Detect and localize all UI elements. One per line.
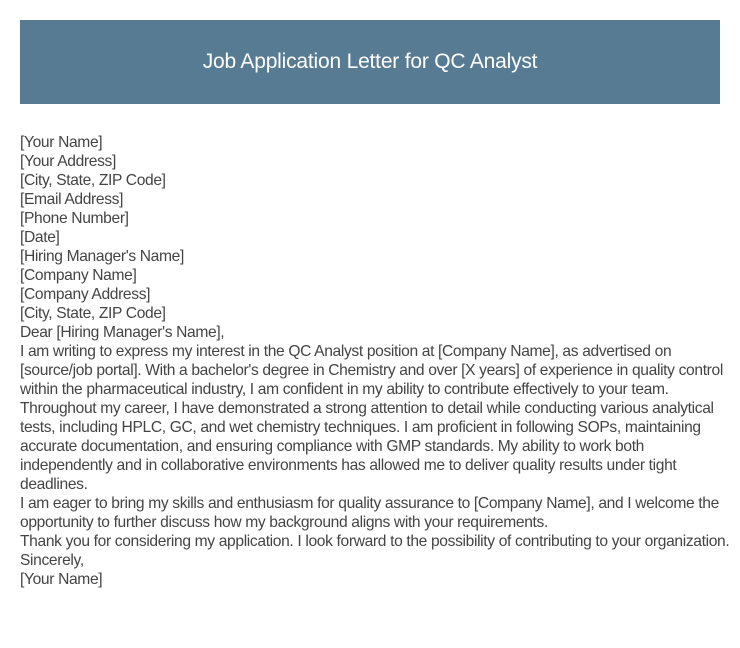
recipient-company-name: [Company Name] [20, 267, 137, 284]
paragraph-thanks: Thank you for considering my application. I look forward to the possibility of contributing to your organization. [20, 533, 730, 550]
salutation: Dear [Hiring Manager's Name], [20, 324, 225, 341]
header-banner [20, 20, 720, 104]
sender-address: [Your Address] [20, 153, 116, 170]
letter-date: [Date] [20, 229, 60, 246]
letter-body [20, 133, 730, 589]
closing: Sincerely, [20, 552, 84, 569]
recipient-company-address: [Company Address] [20, 286, 151, 303]
sender-name: [Your Name] [20, 134, 103, 151]
sender-phone: [Phone Number] [20, 210, 129, 227]
sender-email: [Email Address] [20, 191, 124, 208]
signature: [Your Name] [20, 571, 103, 588]
paragraph-experience: Throughout my career, I have demonstrated a strong attention to detail while conducting various analytical tests, including HPLC, GC, and wet chemistry techniques. I am proficient in following SOPs, maintaining accurate documentation, and ensuring compliance with GMP standards. My ability to work both independently and in collaborative environments has allowed me to deliver quality results under tight deadlines. [20, 400, 714, 493]
recipient-city-state-zip: [City, State, ZIP Code] [20, 305, 166, 322]
paragraph-enthusiasm: I am eager to bring my skills and enthusiasm for quality assurance to [Company Name], and I welcome the opportunity to further discuss how my background aligns with your requirements. [20, 495, 719, 531]
paragraph-intro: I am writing to express my interest in the QC Analyst position at [Company Name], as advertised on [source/job portal]. With a bachelor's degree in Chemistry and over [X years] of experience in quality control within the pharmaceutical industry, I am confident in my ability to contribute effectively to your team. [20, 343, 723, 398]
sender-city-state-zip: [City, State, ZIP Code] [20, 172, 166, 189]
recipient-hiring-manager: [Hiring Manager's Name] [20, 248, 184, 265]
page-title: Job Application Letter for QC Analyst [202, 50, 538, 73]
